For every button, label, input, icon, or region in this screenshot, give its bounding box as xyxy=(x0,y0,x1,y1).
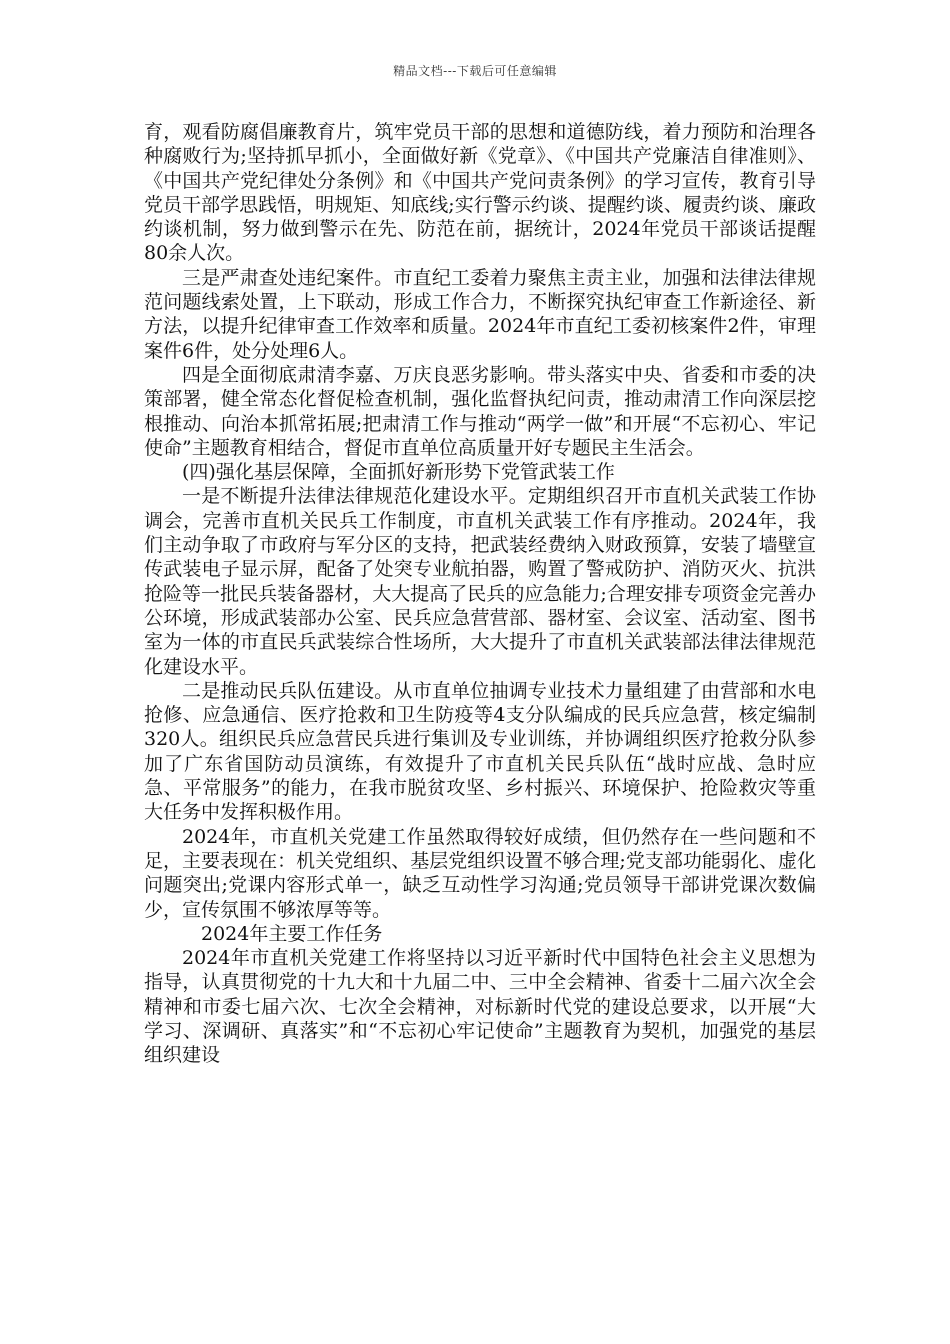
document-body xyxy=(144,120,816,1068)
section-heading-main-tasks: 2024年主要工作任务 xyxy=(201,922,383,945)
paragraph-main-tasks: 2024年市直机关党建工作将坚持以习近平新时代中国特色社会主义思想为指导，认真贯彻党的十九大和十九届二中、三中全会精神、省委十二届六次全会精神和市委七届六次、七次全会精神，对标新时代党的建设总要求，以开展“大学习、深调研、真落实”和“不忘初心牢记使命”主题教育为契机，加强党的基层组织建设 xyxy=(144,947,816,1067)
section-heading-armed-forces: (四)强化基层保障，全面抓好新形势下党管武装工作 xyxy=(182,461,615,484)
paragraph-standardization: 一是不断提升法律法律规范化建设水平。定期组织召开市直机关武装工作协调会，完善市直机关民兵工作制度，市直机关武装工作有序推动。2024年，我们主动争取了市政府与军分区的支持，把武装经费纳入财政预算，安装了墙壁宣传武装电子显示屏，配备了处突专业航拍器，购置了警戒防护、消防灭火、抗洪抢险等一批民兵装备器材，大大提高了民兵的应急能力;合理安排专项资金完善办公环境，形成武装部办公室、民兵应急营营部、器材室、会议室、活动室、图书室为一体的市直民兵武装综合性场所，大大提升了市直机关武装部法律法律规范化建设水平。 xyxy=(144,485,816,678)
paragraph-case-handling: 三是严肃查处违纪案件。市直纪工委着力聚焦主责主业，加强和法律法律规范问题线索处置，上下联动，形成工作合力，不断探究执纪审查工作新途径、新方法，以提升纪律审查工作效率和质量。2024年市直纪工委初核案件2件，审理案件6件，处分处理6人。 xyxy=(144,266,816,362)
paragraph-eliminate-influence: 四是全面彻底肃清李嘉、万庆良恶劣影响。带头落实中央、省委和市委的决策部署，健全常态化督促检查机制，强化监督执纪问责，推动肃清工作向深层挖根推动、向治本抓常拓展;把肃清工作与推动“两学一做”和开展“不忘初心、牢记使命”主题教育相结合，督促市直单位高质量开好专题民主生活会。 xyxy=(144,363,816,459)
paragraph-continuation: 育，观看防腐倡廉教育片，筑牢党员干部的思想和道德防线，着力预防和治理各种腐败行为;坚持抓早抓小，全面做好新《党章》、《中国共产党廉洁自律准则》、《中国共产党纪律处分条例》和《中国共产党问责条例》的学习宣传，教育引导党员干部学思践悟，明规矩、知底线;实行警示约谈、提醒约谈、履责约谈、廉政约谈机制，努力做到警示在先、防范在前，据统计，2024年党员干部谈话提醒80余人次。 xyxy=(144,121,816,265)
page-header: 精品文档---下载后可任意编辑 xyxy=(393,64,557,78)
paragraph-militia-building: 二是推动民兵队伍建设。从市直单位抽调专业技术力量组建了由营部和水电抢修、应急通信、医疗抢救和卫生防疫等4支分队编成的民兵应急营，核定编制320人。组织民兵应急营民兵进行集训及专业训练，并协调组织医疗抢救分队参加了广东省国防动员演练，有效提升了市直机关民兵队伍“战时应战、急时应急、平常服务”的能力，在我市脱贫攻坚、乡村振兴、环境保护、抢险救灾等重大任务中发挥积极作用。 xyxy=(144,679,816,824)
paragraph-problems: 2024年，市直机关党建工作虽然取得较好成绩，但仍然存在一些问题和不足，主要表现在：机关党组织、基层党组织设置不够合理;党支部功能弱化、虚化问题突出;党课内容形式单一，缺乏互动性学习沟通;党员领导干部讲党课次数偏少，宣传氛围不够浓厚等等。 xyxy=(144,825,816,921)
